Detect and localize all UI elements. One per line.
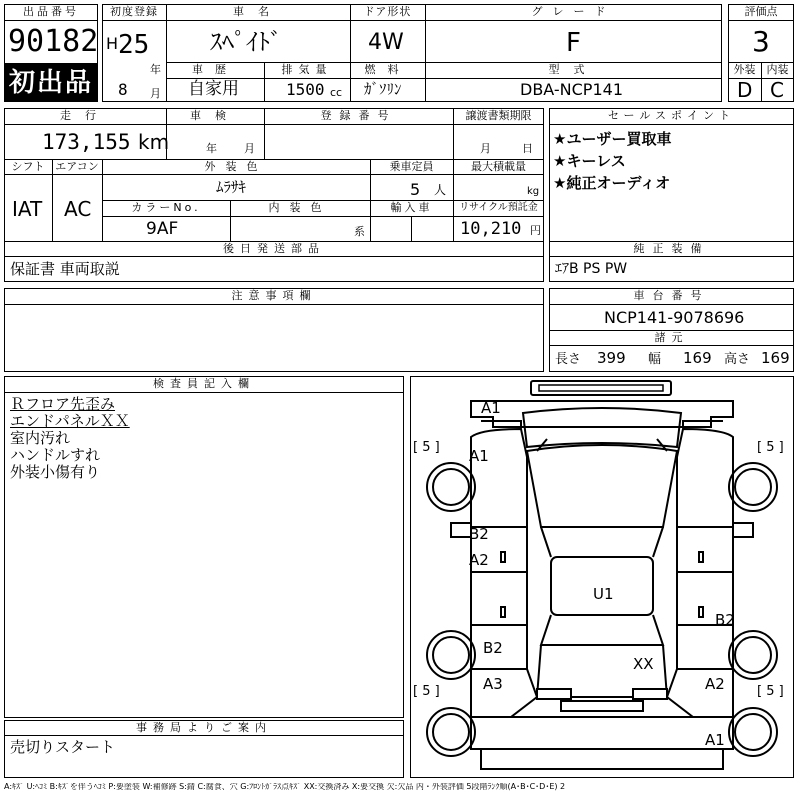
- oem-equipment: ｴｱB PS PW: [555, 261, 628, 277]
- dimensions-label: 諸元: [654, 331, 689, 344]
- registration-month-unit: 月: [150, 87, 161, 100]
- transfer-month-unit: 月: [480, 142, 491, 155]
- score: 3: [752, 25, 770, 58]
- capacity-label: 乗車定員: [389, 160, 434, 173]
- damage-mark: B2: [715, 611, 735, 629]
- max-load-unit: kg: [527, 186, 540, 197]
- notes-label: 注意事項欄: [231, 289, 317, 302]
- tire-mark: [ 5 ]: [757, 440, 784, 455]
- inspector-lines: [10, 396, 130, 481]
- interior-grade: C: [770, 78, 784, 102]
- office-label: 事務局よりご案内: [136, 721, 272, 734]
- exterior-color: ﾑﾗｻｷ: [216, 178, 247, 196]
- damage-mark: XX: [633, 655, 654, 673]
- mileage: 173,155: [42, 130, 131, 154]
- width: 169: [683, 349, 712, 367]
- tire-mark: [ 5 ]: [413, 684, 440, 699]
- shift: IAT: [12, 197, 43, 221]
- displacement-unit: cc: [330, 86, 343, 99]
- office-message: 売切りスタート: [10, 738, 116, 756]
- registration-month: 8: [118, 80, 128, 99]
- history: 自家用: [188, 79, 239, 99]
- interior-grade-label: 内装: [766, 63, 789, 76]
- fuel: ｶﾞｿﾘﾝ: [364, 80, 402, 98]
- sales-point: ★純正オーディオ: [553, 174, 671, 192]
- mileage-label: 走行: [60, 109, 110, 122]
- recycle-value: 10,210: [460, 219, 522, 239]
- max-load-label: 最大積載量: [471, 160, 526, 173]
- capacity-unit: 人: [434, 183, 447, 197]
- damage-mark: A3: [483, 675, 503, 693]
- sales-point: ★ユーザー買取車: [553, 130, 672, 148]
- inspector-line: エンドパネルＸＸ: [10, 412, 130, 430]
- damage-mark: A1: [705, 731, 725, 749]
- sales-points-list: [553, 128, 671, 194]
- car-outline-svg: [411, 377, 793, 777]
- import-car-label: 輸入車: [390, 201, 433, 214]
- exterior-grade: D: [737, 78, 753, 102]
- interior-color-label: 内装色: [268, 201, 332, 214]
- length-label: 長さ: [555, 352, 582, 367]
- damage-mark: A1: [469, 447, 489, 465]
- color-no-label: カラーNo.: [131, 201, 201, 214]
- displacement-label: 排気量: [281, 63, 333, 76]
- registration-era: H: [106, 34, 119, 53]
- tire-mark: [ 5 ]: [413, 440, 440, 455]
- width-label: 幅: [648, 352, 662, 367]
- damage-mark: U1: [593, 585, 614, 603]
- grade-label: グレード: [531, 5, 616, 18]
- car-name: ｽﾍﾟｲﾄﾞ: [210, 28, 282, 56]
- mileage-unit: km: [138, 130, 170, 154]
- capacity: 5: [410, 180, 421, 199]
- registration-year-unit: 年: [150, 63, 161, 76]
- displacement: 1500: [286, 80, 325, 99]
- car-name-label: 車名: [233, 5, 283, 18]
- registration-year: 25: [118, 30, 150, 60]
- fuel-label: 燃料: [364, 63, 411, 76]
- damage-mark: B2: [483, 639, 503, 657]
- door-type: 4W: [368, 30, 404, 55]
- inspector-line: 外装小傷有り: [10, 463, 101, 481]
- inspector-line: ハンドルすれ: [10, 446, 101, 464]
- door-label: ドア形状: [363, 5, 412, 18]
- chassis-label: 車台番号: [633, 289, 710, 302]
- inspector-line: Ｒフロア先歪み: [10, 395, 116, 413]
- tire-mark: [ 5 ]: [757, 684, 784, 699]
- damage-mark: A2: [705, 675, 725, 693]
- inspector-label: 検査員記入欄: [153, 377, 255, 390]
- model-label: 型式: [548, 63, 599, 76]
- damage-mark: A1: [481, 399, 501, 417]
- height: 169: [761, 349, 790, 367]
- score-label: 評価点: [744, 5, 778, 18]
- grade: F: [566, 28, 581, 58]
- later-parts-value: 保証書 車両取説: [10, 260, 120, 278]
- inspection-year-unit: 年: [206, 142, 217, 155]
- transfer-deadline-label: 譲渡書類期限: [465, 109, 532, 122]
- plate-label: 登録番号: [320, 109, 397, 122]
- car-diagram: [410, 376, 794, 778]
- recycle-unit: 円: [530, 224, 541, 237]
- ac-label: エアコン: [55, 160, 99, 173]
- length: 399: [597, 349, 626, 367]
- legend: A:ｷｽﾞ U:ﾍｺﾐ B:ｷｽﾞを伴うﾍｺﾐ P:要塗装 W:補修跡 S:錆 C:腐食、穴 G:ﾌﾛﾝﾄｶﾞﾗｽ点ｷｽﾞ XX:交換済み X:要交換 欠:欠品 内・外装評価 5段階ﾗﾝｸ順(A･B･C･D･E) 2: [4, 783, 566, 791]
- color-no: 9AF: [146, 219, 179, 239]
- damage-mark: A2: [469, 551, 489, 569]
- inspection-month-unit: 月: [244, 142, 255, 155]
- shift-label: シフト: [11, 160, 45, 173]
- later-parts-label: 後日発送部品: [223, 242, 325, 255]
- lot-number: 90182: [8, 24, 99, 59]
- lot-number-label: 出品番号: [23, 5, 79, 18]
- model-code: DBA-NCP141: [520, 80, 623, 99]
- exterior-color-label: 外装色: [204, 160, 268, 173]
- first-listing-badge: 初出品: [4, 64, 98, 102]
- history-label: 車歴: [192, 63, 238, 76]
- first-registration-label: 初度登録: [110, 5, 158, 18]
- oem-equipment-label: 純正装備: [633, 242, 710, 255]
- inspector-line: 室内汚れ: [10, 429, 71, 447]
- ac: AC: [64, 197, 92, 221]
- sales-points-label: セールスポイント: [607, 109, 735, 122]
- interior-color-unit: 系: [354, 225, 365, 238]
- transfer-day-unit: 日: [522, 142, 533, 155]
- height-label: 高さ: [724, 352, 751, 367]
- sales-point: ★キーレス: [553, 152, 626, 170]
- inspection-label: 車検: [190, 109, 240, 122]
- recycle-label: リサイクル預託金: [459, 202, 538, 213]
- damage-mark: B2: [469, 525, 489, 543]
- exterior-grade-label: 外装: [733, 63, 756, 76]
- chassis-number: NCP141-9078696: [604, 308, 745, 327]
